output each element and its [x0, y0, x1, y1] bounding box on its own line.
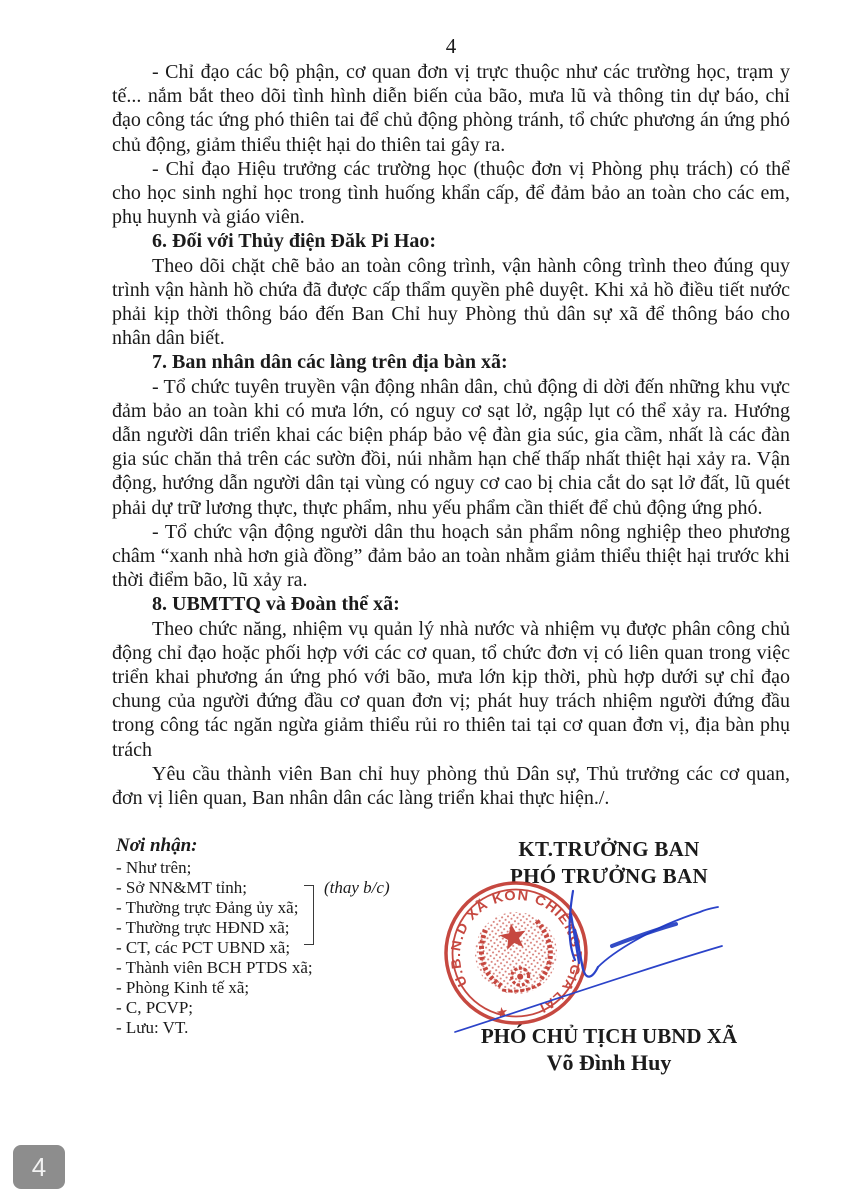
signer-authority-line1: KT.TRƯỞNG BAN — [518, 837, 700, 861]
recipients-title: Nơi nhận: — [116, 835, 198, 856]
delegation-note: (thay b/c) — [324, 878, 390, 897]
recipient-item: - Như trên; — [116, 858, 192, 877]
body-paragraph: Theo dõi chặt chẽ bảo an toàn công trình, vận hành công trình theo đúng quy trình vận hành hồ chứa đã được cấp thẩm quyền phê duyệt. Khi xả hồ điều tiết nước phải kịp thời thông báo đến Ban Chỉ huy Phòng thủ dân sự xã để thông báo cho nhân dân biết. — [112, 254, 790, 350]
signer-authority — [464, 836, 754, 890]
section-heading: 6. Đối với Thủy điện Đăk Pi Hao: — [152, 230, 437, 253]
seal-arc-side-text: T.GIA LAI — [536, 951, 585, 1017]
section-heading: 7. Ban nhân dân các làng trên địa bàn xã: — [152, 351, 508, 374]
seal-bottom-star-icon: ★ — [495, 1004, 509, 1021]
signer-title: PHÓ CHỦ TỊCH UBND XÃ — [480, 1024, 738, 1048]
seal-arc-top-text: U.B.N.D XÃ KON CHIÊNG — [447, 887, 584, 990]
signer-name: Võ Đình Huy — [546, 1050, 672, 1075]
recipient-item: - Lưu: VT. — [116, 1018, 189, 1037]
signer-authority-line2: PHÓ TRƯỞNG BAN — [510, 864, 708, 888]
body-paragraph: - Chỉ đạo các bộ phận, cơ quan đơn vị trực thuộc như các trường học, trạm y tế... nắm bắt theo dõi tình hình diễn biến của bão, mưa lũ và thông tin dự báo, chỉ đạo công tác ứng phó thiên tai để chủ động phòng tránh, tổ chức phương án ứng phó chủ động, giảm thiểu thiệt hại do thiên tai gây ra. — [112, 61, 790, 156]
page-number: 4 — [445, 34, 457, 58]
body-paragraph: - Chỉ đạo Hiệu trưởng các trường học (thuộc đơn vị Phòng phụ trách) có thể cho học sinh nghỉ học trong tình huống khẩn cấp, để đảm bảo an toàn cho các em, phụ huynh và giáo viên. — [112, 157, 790, 229]
recipient-item: - Phòng Kinh tế xã; — [116, 978, 250, 997]
recipient-item: - Sở NN&MT tỉnh; — [116, 878, 247, 897]
recipient-item: - C, PCVP; — [116, 998, 193, 1017]
page-indicator-badge[interactable]: 4 — [13, 1145, 65, 1189]
body-paragraph: Yêu cầu thành viên Ban chỉ huy phòng thủ Dân sự, Thủ trưởng các cơ quan, đơn vị liên quan, Ban nhân dân các làng triển khai thực hiện./. — [112, 762, 790, 810]
recipient-item: - Thành viên BCH PTDS xã; — [116, 958, 313, 977]
document-body — [112, 60, 790, 810]
body-paragraph: Theo chức năng, nhiệm vụ quản lý nhà nước và nhiệm vụ được phân công chủ động chỉ đạo hoặc phối hợp với các cơ quan, tổ chức đơn vị có liên quan trong việc triển khai phương án ứng phó với bão, mưa lớn kịp thời, phù hợp dưới sự chỉ đạo chung của người đứng đầu cơ quan đơn vị; phát huy trách nhiệm người đứng đầu trong công tác ngăn ngừa giảm thiểu rủi ro thiên tai tại cơ quan đơn vị, địa bàn phụ trách — [112, 617, 790, 761]
section-heading: 8. UBMTTQ và Đoàn thể xã: — [152, 593, 400, 616]
grouping-bracket — [304, 885, 314, 945]
recipient-item: - Thường trực Đảng ủy xã; — [116, 898, 299, 917]
recipient-item: - Thường trực HĐND xã; — [116, 918, 290, 937]
body-paragraph: - Tổ chức vận động người dân thu hoạch sản phẩm nông nghiệp theo phương châm “xanh nhà hơn già đồng” đảm bảo an toàn nhằm giảm thiểu thiệt hại trước khi thời điểm bão, lũ xảy ra. — [112, 520, 790, 592]
recipients-list — [116, 836, 313, 1038]
body-paragraph: - Tổ chức tuyên truyền vận động nhân dân, chủ động di dời đến những khu vực đảm bảo an toàn khi có mưa lớn, có nguy cơ sạt lở, ngập lụt có thể xảy ra. Hướng dẫn người dân triển khai các biện pháp bảo vệ đàn gia súc, gia cầm, nhất là các đàn gia súc chăn thả trên các sườn đồi, núi nhằm hạn chế thấp nhất thiệt hại xảy ra. Vận động, hướng dẫn người dân tại vùng có nguy cơ cao bị chia cắt do sạt lở đất, lũ quét phải dự trữ lương thực, thực phẩm, nhu yếu phẩm cần thiết để chủ động ứng phó. — [112, 375, 790, 519]
recipient-item: - CT, các PCT UBND xã; — [116, 938, 291, 957]
document-footer — [112, 836, 802, 1096]
